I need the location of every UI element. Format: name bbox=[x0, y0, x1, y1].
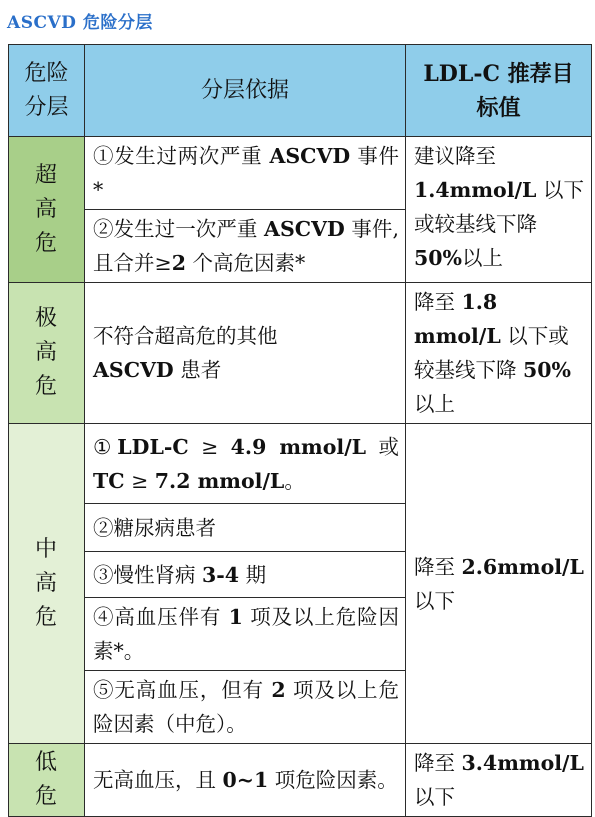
goal-cell: 建议降至 1.4mmol/L 以下或较基线下降 50%以上 bbox=[406, 137, 592, 283]
goal-cell: 降至 2.6mmol/L 以下 bbox=[406, 424, 592, 744]
header-goal-line1: LDL-C 推荐目 bbox=[423, 60, 574, 87]
criteria-cell: ⑤无高血压，但有 2 项及以上危险因素（中危）。 bbox=[85, 671, 406, 744]
header-goal-line2: 标值 bbox=[476, 94, 521, 121]
level-cell: 超 高 危 bbox=[9, 137, 85, 283]
table-row bbox=[9, 744, 592, 817]
criteria-cell: ②发生过一次严重 ASCVD 事件,且合并≥2 个高危因素* bbox=[85, 210, 406, 283]
criteria-cell: ①发生过两次严重 ASCVD 事件* bbox=[85, 137, 406, 210]
table-row bbox=[9, 137, 592, 210]
criteria-cell: ①LDL-C ≥ 4.9 mmol/L 或 TC ≥ 7.2 mmol/L。 bbox=[85, 424, 406, 504]
table-header-row bbox=[9, 45, 592, 137]
header-goal bbox=[406, 45, 592, 137]
table-row bbox=[9, 424, 592, 504]
header-level bbox=[9, 45, 85, 137]
criteria-cell: ②糖尿病患者 bbox=[85, 504, 406, 552]
criteria-cell: ③慢性肾病 3-4 期 bbox=[85, 552, 406, 598]
page-title: ASCVD 危险分层 bbox=[7, 13, 153, 33]
header-basis: 分层依据 bbox=[85, 45, 406, 137]
criteria-cell: 无高血压，且 0~1 项危险因素。 bbox=[85, 744, 406, 817]
level-cell: 极 高 危 bbox=[9, 283, 85, 424]
criteria-cell: 不符合超高危的其他 ASCVD 患者 bbox=[85, 283, 406, 424]
goal-cell: 降至 3.4mmol/L 以下 bbox=[406, 744, 592, 817]
goal-cell: 降至 1.8 mmol/L 以下或较基线下降 50%以上 bbox=[406, 283, 592, 424]
header-level-line2: 分层 bbox=[24, 94, 69, 120]
level-cell: 中 高 危 bbox=[9, 424, 85, 744]
risk-stratification-table bbox=[8, 44, 592, 817]
table-row bbox=[9, 283, 592, 424]
level-cell: 低 危 bbox=[9, 744, 85, 817]
header-level-line1: 危险 bbox=[24, 60, 69, 86]
criteria-cell: ④高血压伴有 1 项及以上危险因素*。 bbox=[85, 598, 406, 671]
